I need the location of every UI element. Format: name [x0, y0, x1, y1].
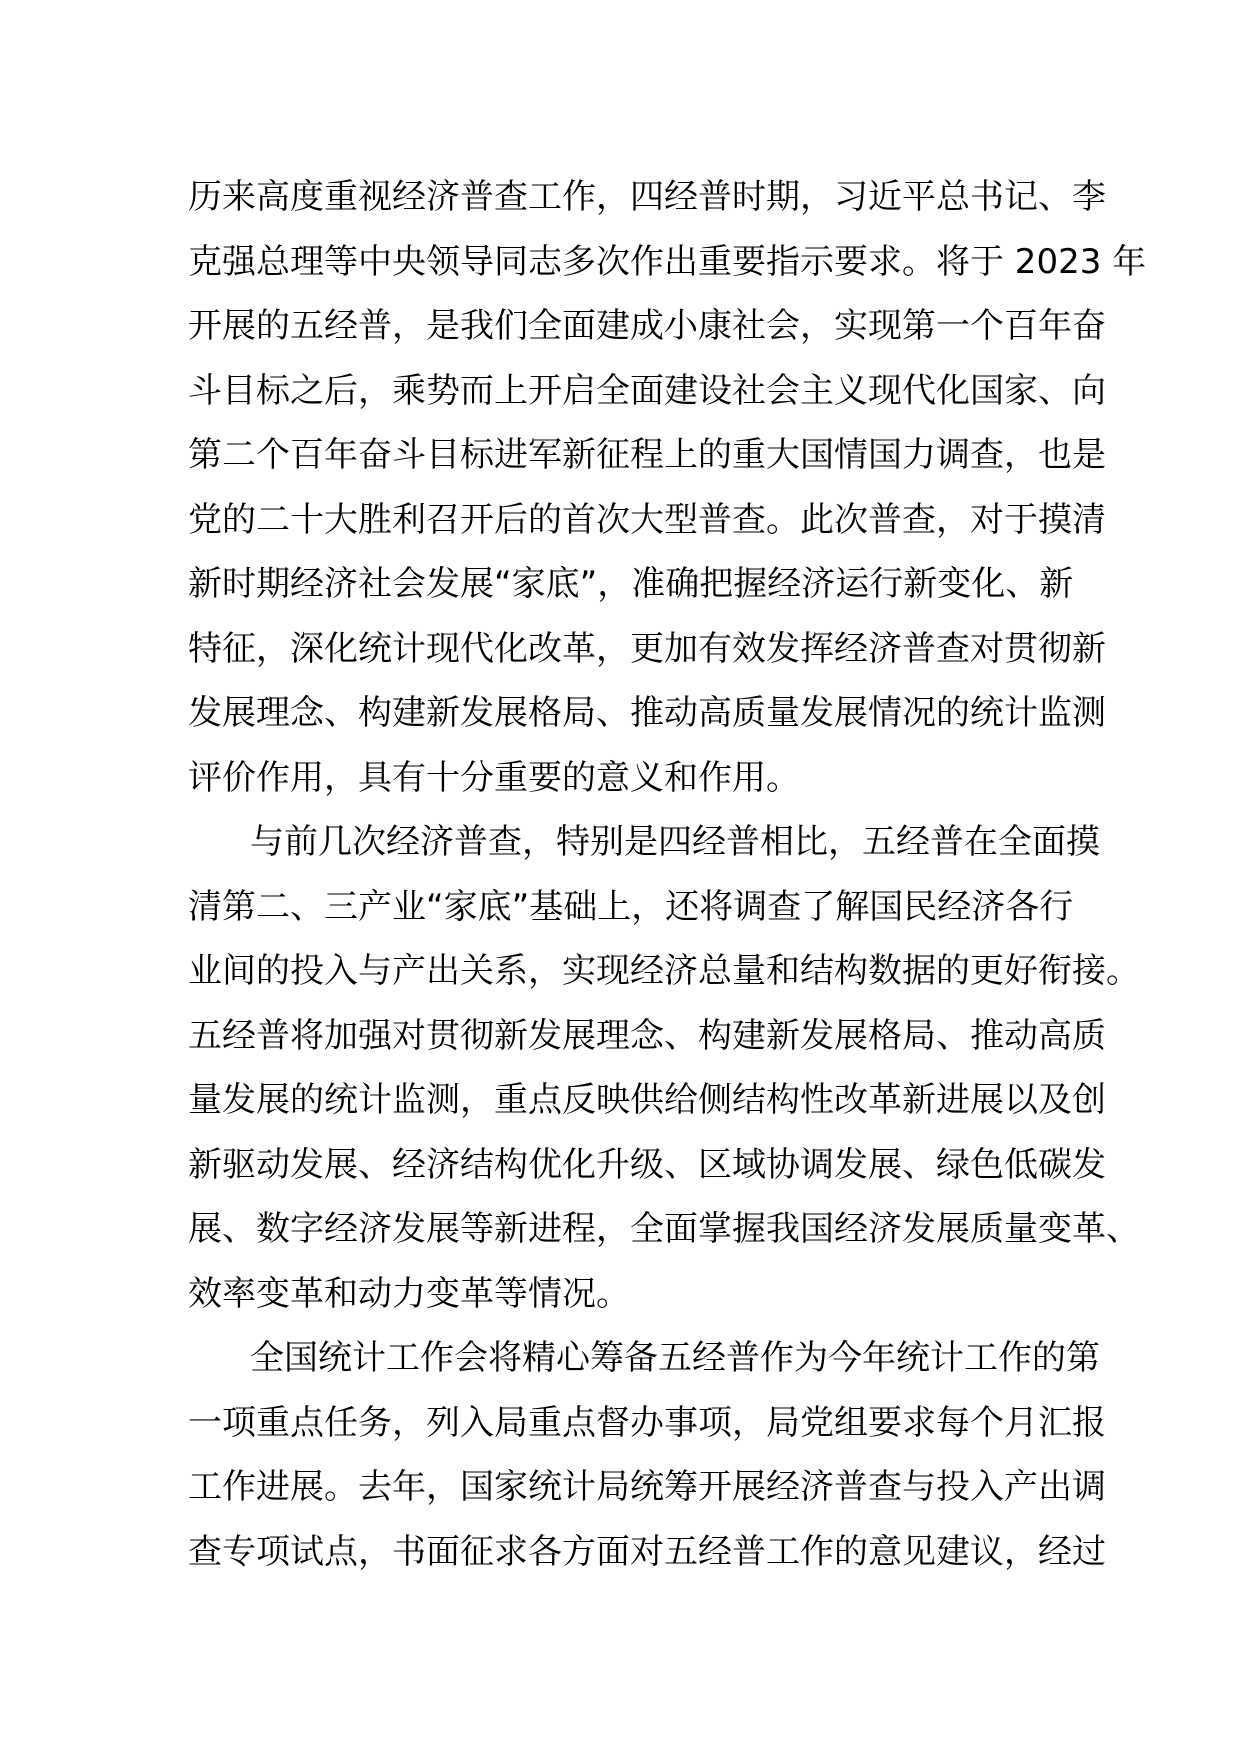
paragraph-line: 评价作用，具有十分重要的意义和作用。: [188, 757, 800, 798]
paragraph-line: 全国统计工作会将精心筹备五经普作为今年统计工作的第: [250, 1338, 1100, 1378]
paragraph-line: 一项重点任务，列入局重点督办事项，局党组要求每个月汇报: [188, 1402, 1106, 1443]
paragraph-line: 发展理念、构建新发展格局、推动高质量发展情况的统计监测: [188, 693, 1106, 733]
paragraph-line: 特征，深化统计现代化改革，更加有效发挥经济普查对贯彻新: [188, 628, 1106, 669]
paragraph-line: 第二个百年奋斗目标进军新征程上的重大国情国力调查，也是: [188, 435, 1106, 475]
paragraph-line: 效率变革和动力变革等情况。: [188, 1273, 630, 1314]
paragraph-line: 克强总理等中央领导同志多次作出重要指示要求。将于 2023 年: [188, 241, 1147, 282]
paragraph-line: 查专项试点，书面征求各方面对五经普工作的意见建议，经过: [188, 1531, 1106, 1572]
paragraph-1: [188, 165, 1147, 810]
paragraph-line: 历来高度重视经济普查工作，四经普时期，习近平总书记、李: [188, 177, 1106, 217]
paragraph-line: 清第二、三产业“家底”基础上，还将调查了解国民经济各行: [188, 886, 1074, 927]
paragraph-line: 五经普将加强对贯彻新发展理念、构建新发展格局、推动高质: [188, 1015, 1106, 1056]
paragraph-line: 与前几次经济普查，特别是四经普相比，五经普在全面摸: [250, 822, 1100, 862]
paragraph-line: 工作进展。去年，国家统计局统筹开展经济普查与投入产出调: [188, 1467, 1106, 1507]
document-body: [188, 165, 1147, 1584]
paragraph-line: 新驱动发展、经济结构优化升级、区域协调发展、绿色低碳发: [188, 1144, 1106, 1185]
paragraph-line: 开展的五经普，是我们全面建成小康社会，实现第一个百年奋: [188, 306, 1106, 346]
paragraph-line: 业间的投入与产出关系，实现经济总量和结构数据的更好衔接。: [188, 951, 1140, 991]
paragraph-line: 量发展的统计监测，重点反映供给侧结构性改革新进展以及创: [188, 1080, 1106, 1120]
paragraph-line: 展、数字经济发展等新进程，全面掌握我国经济发展质量变革、: [188, 1209, 1140, 1249]
paragraph-line: 党的二十大胜利召开后的首次大型普查。此次普查，对于摸清: [188, 499, 1106, 540]
paragraph-line: 斗目标之后，乘势而上开启全面建设社会主义现代化国家、向: [188, 370, 1106, 411]
paragraph-line: 新时期经济社会发展“家底”，准确把握经济运行新变化、新: [188, 564, 1074, 604]
paragraph-3: [188, 1326, 1106, 1584]
paragraph-2: [188, 810, 1140, 1326]
